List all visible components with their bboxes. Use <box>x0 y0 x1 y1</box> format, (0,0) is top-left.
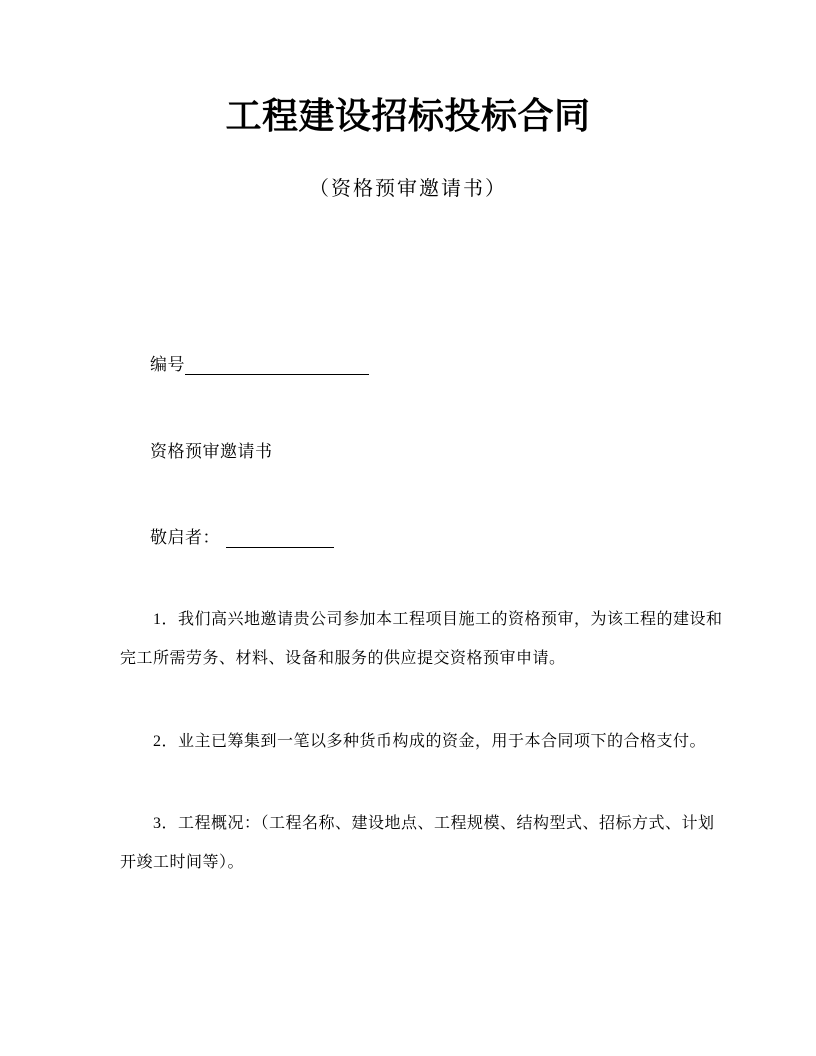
paragraph-1-line-1: 1．我们高兴地邀请贵公司参加本工程项目施工的资格预审，为该工程的建设和 <box>153 611 723 628</box>
document-title: 工程建设招标投标合同 <box>225 95 591 136</box>
paragraph-3-line-2: 开竣工时间等）。 <box>120 854 245 871</box>
paragraph-2 <box>120 722 707 761</box>
paragraph-3 <box>120 804 715 882</box>
salutation-blank-field[interactable] <box>226 529 334 548</box>
paragraph-3-line-1: 3．工程概况：（工程名称、建设地点、工程规模、结构型式、招标方式、计划 <box>153 815 715 832</box>
number-blank-field[interactable] <box>185 356 369 375</box>
paragraph-1 <box>120 600 723 678</box>
paragraph-1-line-2: 完工所需劳务、材料、设备和服务的供应提交资格预审申请。 <box>120 650 566 667</box>
document-name-line: 资格预审邀请书 <box>150 442 273 461</box>
salutation-label: 敬启者： <box>150 528 220 547</box>
number-label: 编号 <box>150 355 185 374</box>
salutation-line <box>150 528 334 548</box>
document-subtitle: （资格预审邀请书） <box>309 178 507 200</box>
number-line <box>150 355 369 375</box>
paragraph-2-line-1: 2．业主已筹集到一笔以多种货币构成的资金，用于本合同项下的合格支付。 <box>153 733 707 750</box>
